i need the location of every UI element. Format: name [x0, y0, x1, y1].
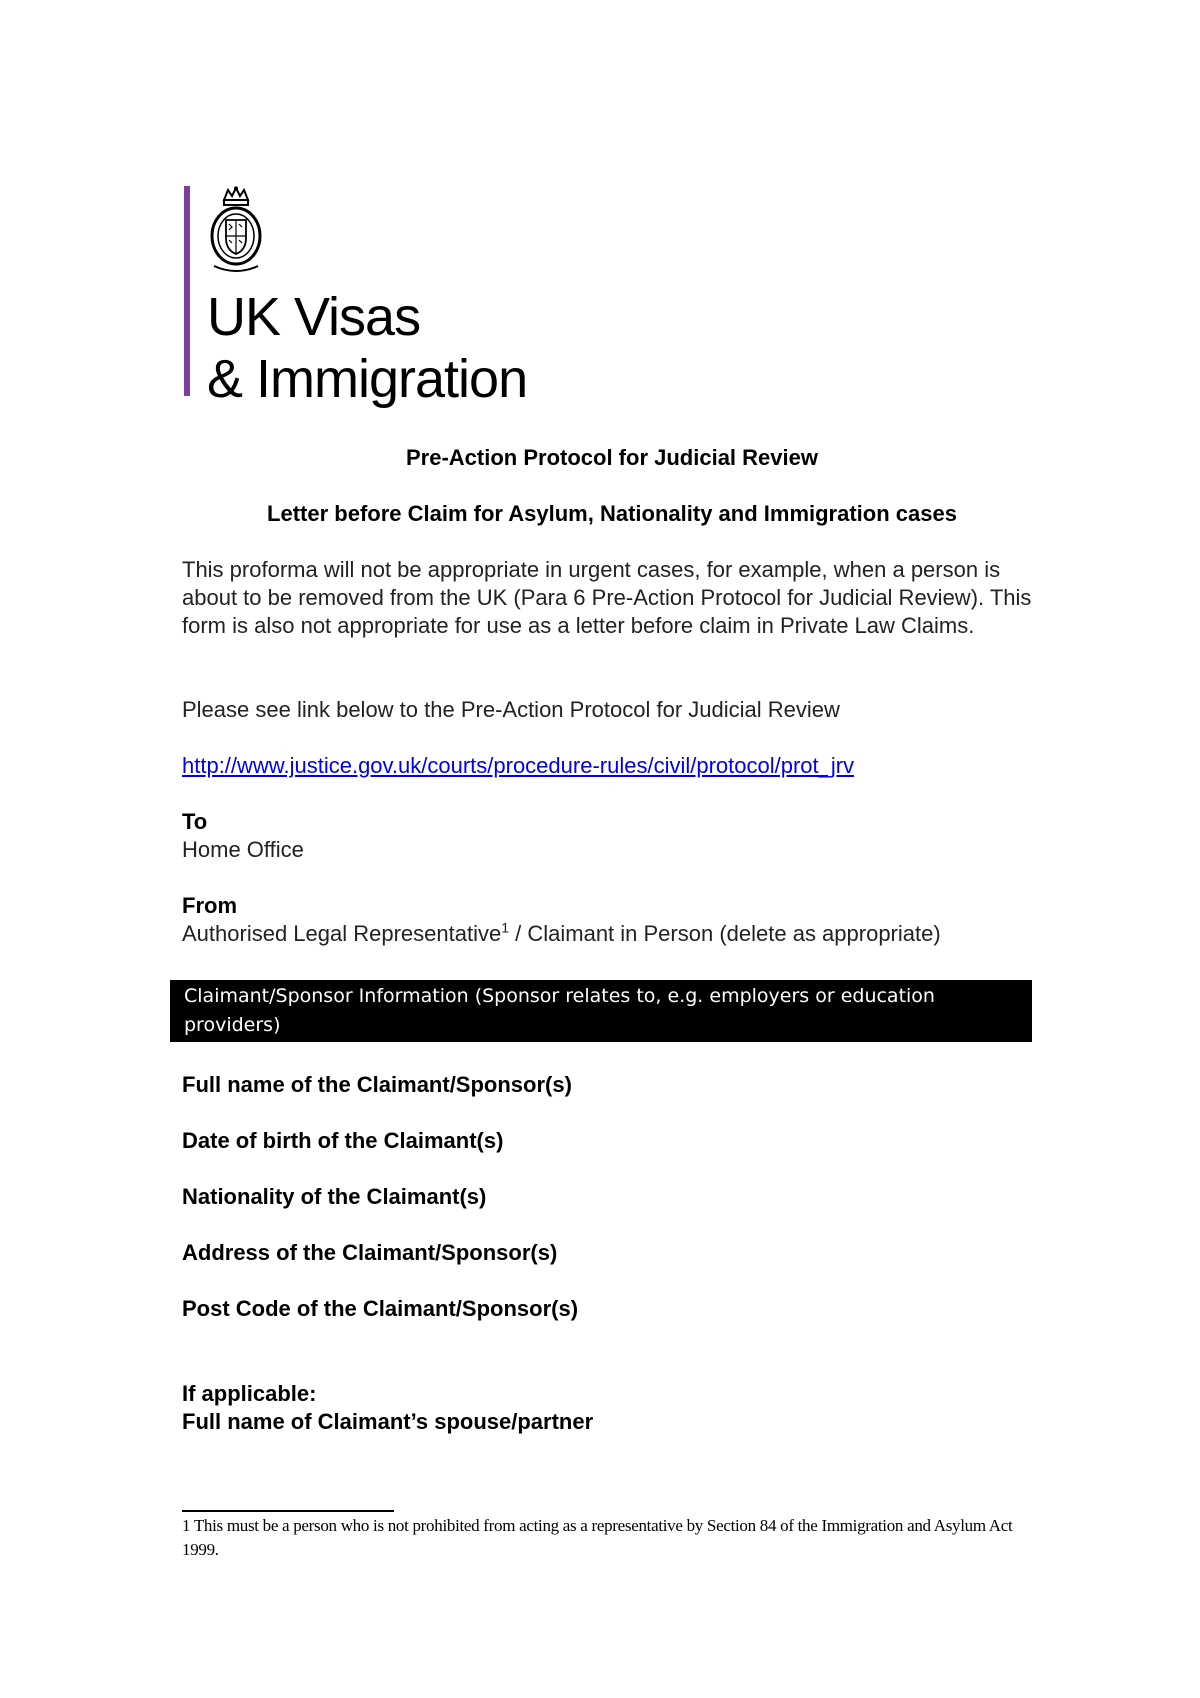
from-value-main: Authorised Legal Representative [182, 921, 502, 946]
field-if-applicable: If applicable: [182, 1381, 317, 1406]
footnote-text: 1 This must be a person who is not prohibited from acting as a representative by Section 84 of the Immigration and Asylum Act 1999. [182, 1516, 1013, 1559]
document-subtitle: Letter before Claim for Asylum, Nationality and Immigration cases [267, 501, 957, 526]
intro-paragraph: This proforma will not be appropriate in urgent cases, for example, when a person is about to be removed from the UK (Para 6 Pre-Action Protocol for Judicial Review). This form is also not appropriate for use as a letter before claim in Private Law Claims. [182, 557, 1032, 638]
section-banner: Claimant/Sponsor Information (Sponsor relates to, e.g. employers or education providers) [170, 980, 1032, 1042]
field-nationality: Nationality of the Claimant(s) [182, 1184, 487, 1209]
logo-line-1: UK Visas [207, 287, 421, 347]
royal-crest-icon [206, 186, 266, 276]
field-date-of-birth: Date of birth of the Claimant(s) [182, 1128, 504, 1153]
from-label: From [182, 893, 237, 918]
to-label: To [182, 809, 208, 834]
logo-purple-bar [184, 186, 190, 396]
link-intro-paragraph: Please see link below to the Pre-Action Protocol for Judicial Review [182, 697, 840, 722]
footnote-reference: 1 [501, 919, 510, 936]
field-address: Address of the Claimant/Sponsor(s) [182, 1240, 558, 1265]
field-full-name: Full name of the Claimant/Sponsor(s) [182, 1072, 572, 1097]
uk-visas-immigration-logo [184, 186, 604, 412]
document-title: Pre-Action Protocol for Judicial Review [406, 445, 818, 470]
from-value [182, 920, 941, 948]
to-value: Home Office [182, 837, 304, 862]
logo-wordmark [207, 286, 527, 410]
footnote-separator [182, 1510, 394, 1512]
protocol-link[interactable]: http://www.justice.gov.uk/courts/procedure-rules/civil/protocol/prot_jrv [182, 753, 855, 778]
from-value-rest: / Claimant in Person (delete as appropriate) [509, 921, 941, 946]
logo-line-2: & Immigration [207, 349, 528, 409]
field-post-code: Post Code of the Claimant/Sponsor(s) [182, 1296, 579, 1321]
field-spouse-name: Full name of Claimant’s spouse/partner [182, 1409, 594, 1434]
